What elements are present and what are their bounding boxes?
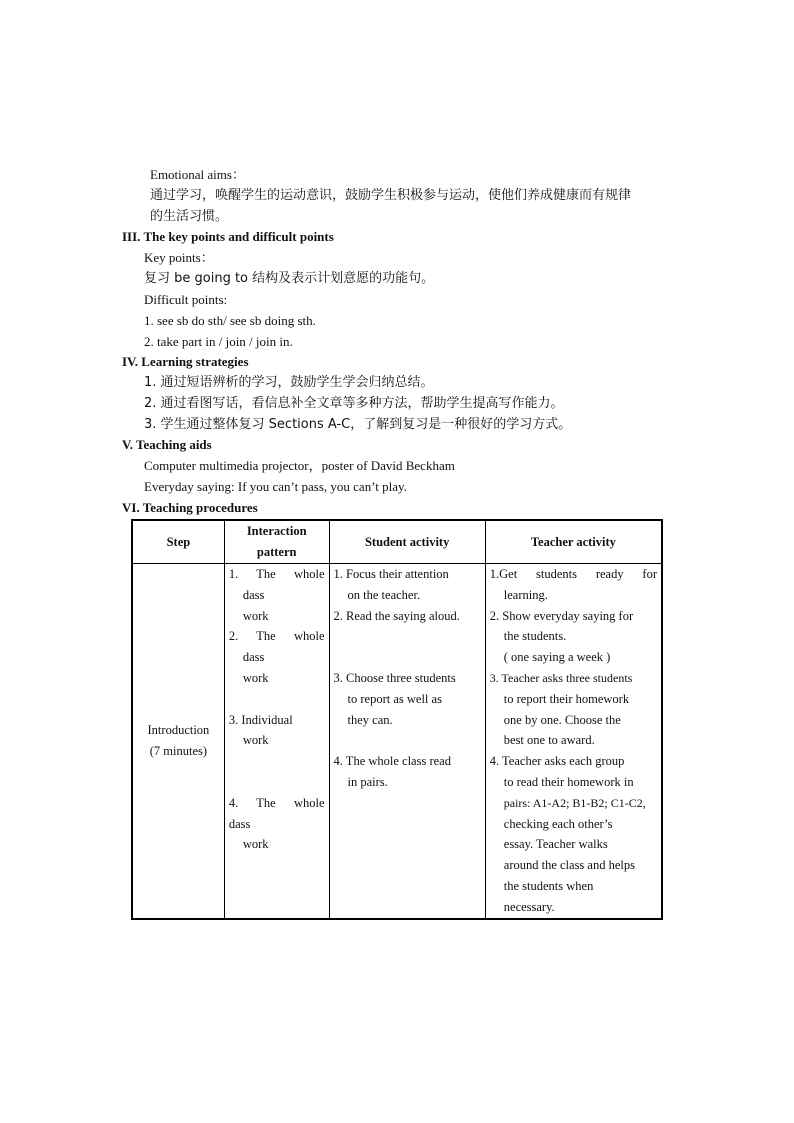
header-teacher-activity: Teacher activity — [485, 520, 662, 564]
teacher-activity-4: 4. Teacher asks each group — [489, 754, 625, 769]
strategy-1: 1. 通过短语辨析的学习，鼓励学生学会归纳总结。 — [144, 375, 434, 390]
teacher-activity-4-cont7: necessary. — [503, 899, 555, 914]
teacher-activity-4-cont5: around the class and helps — [503, 858, 635, 873]
emotional-aims-text-2: 的生活习惯。 — [150, 209, 229, 224]
teacher-activity-2-cont2: ( one saying a week ) — [503, 650, 611, 665]
interaction-2: 2. The whole — [228, 629, 325, 644]
interaction-2-cont2: work — [242, 670, 269, 685]
strategy-3: 3. 学生通过整体复习 Sections A-C，了解到复习是一种很好的学习方式。 — [144, 417, 572, 432]
header-interaction-pattern: Interaction pattern — [224, 520, 329, 564]
key-points-label: Key points： — [144, 250, 214, 265]
header-student-activity: Student activity — [329, 520, 485, 564]
teacher-activity-1-cont: learning. — [503, 587, 548, 602]
section-6-heading: VI. Teaching procedures — [122, 500, 258, 515]
teacher-activity-4-cont2: pairs: A1-A2; B1-B2; C1-C2, — [503, 795, 646, 810]
interaction-4: 4. The whole — [228, 795, 325, 810]
interaction-2-cont: dass — [242, 650, 265, 665]
teacher-activity-3-cont3: best one to award. — [503, 733, 595, 748]
teacher-activity-4-cont6: the students when — [503, 878, 594, 893]
step-name: Introduction — [147, 722, 210, 737]
teacher-activity-4-cont4: essay. Teacher walks — [503, 837, 608, 852]
teacher-activity-2-cont: the students. — [503, 629, 567, 644]
section-4-heading: IV. Learning strategies — [122, 354, 249, 369]
strategy-2: 2. 通过看图写话，看信息补全文章等多种方法，帮助学生提高写作能力。 — [144, 396, 564, 411]
teacher-activity-3-cont: to report their homework — [503, 691, 630, 706]
student-activity-3-cont: to report as well as — [347, 691, 442, 706]
key-points-text: 复习 be going to 结构及表示计划意愿的功能句。 — [144, 271, 435, 286]
student-activity-cell — [329, 564, 485, 919]
interaction-4-cont2: work — [242, 837, 269, 852]
everyday-saying: Everyday saying: If you can’t pass, you can’t play. — [144, 479, 407, 494]
interaction-4-cont: dass — [228, 816, 251, 831]
interaction-cell — [224, 564, 329, 919]
teacher-activity-4-cont3: checking each other’s — [503, 816, 613, 831]
difficult-points-label: Difficult points: — [144, 292, 228, 307]
student-activity-2: 2. Read the saying aloud. — [333, 608, 460, 623]
student-activity-1: 1. Focus their attention — [333, 567, 449, 581]
teacher-activity-2: 2. Show everyday saying for — [489, 608, 634, 623]
student-activity-1-cont: on the teacher. — [347, 587, 421, 602]
emotional-aims-text-1: 通过学习，唤醒学生的运动意识，鼓励学生积极参与运动，使他们养成健康而有规律 — [150, 188, 632, 203]
teacher-activity-cell — [485, 564, 662, 919]
student-activity-4-cont: in pairs. — [347, 774, 388, 789]
interaction-3: 3. Individual — [228, 712, 293, 727]
interaction-3-cont: work — [242, 733, 269, 748]
teacher-activity-4-cont: to read their homework in — [503, 774, 634, 789]
header-step: Step — [132, 520, 224, 564]
step-cell — [132, 564, 224, 919]
section-3-heading: III. The key points and difficult points — [122, 229, 334, 244]
difficult-point-2: 2. take part in / join / join in. — [144, 334, 293, 349]
teaching-procedures-table — [131, 519, 663, 920]
teacher-activity-3: 3. Teacher asks three students — [489, 670, 633, 685]
teacher-activity-3-cont2: one by one. Choose the — [503, 712, 621, 727]
student-activity-3: 3. Choose three students — [333, 670, 456, 685]
table-header-row — [132, 520, 662, 564]
interaction-1-cont: dass — [242, 587, 265, 602]
interaction-1: 1. The whole — [228, 567, 325, 581]
teaching-aids-text: Computer multimedia projector，poster of David Beckham — [144, 458, 455, 473]
teacher-activity-1: 1.Get students ready for — [489, 567, 657, 581]
table-row — [132, 564, 662, 919]
section-5-heading: V. Teaching aids — [122, 437, 212, 452]
student-activity-4: 4. The whole class read — [333, 754, 451, 769]
difficult-point-1: 1. see sb do sth/ see sb doing sth. — [144, 313, 316, 328]
student-activity-3-cont2: they can. — [347, 712, 393, 727]
step-duration: (7 minutes) — [149, 743, 208, 758]
interaction-1-cont2: work — [242, 608, 269, 623]
emotional-aims-label: Emotional aims： — [150, 167, 245, 182]
